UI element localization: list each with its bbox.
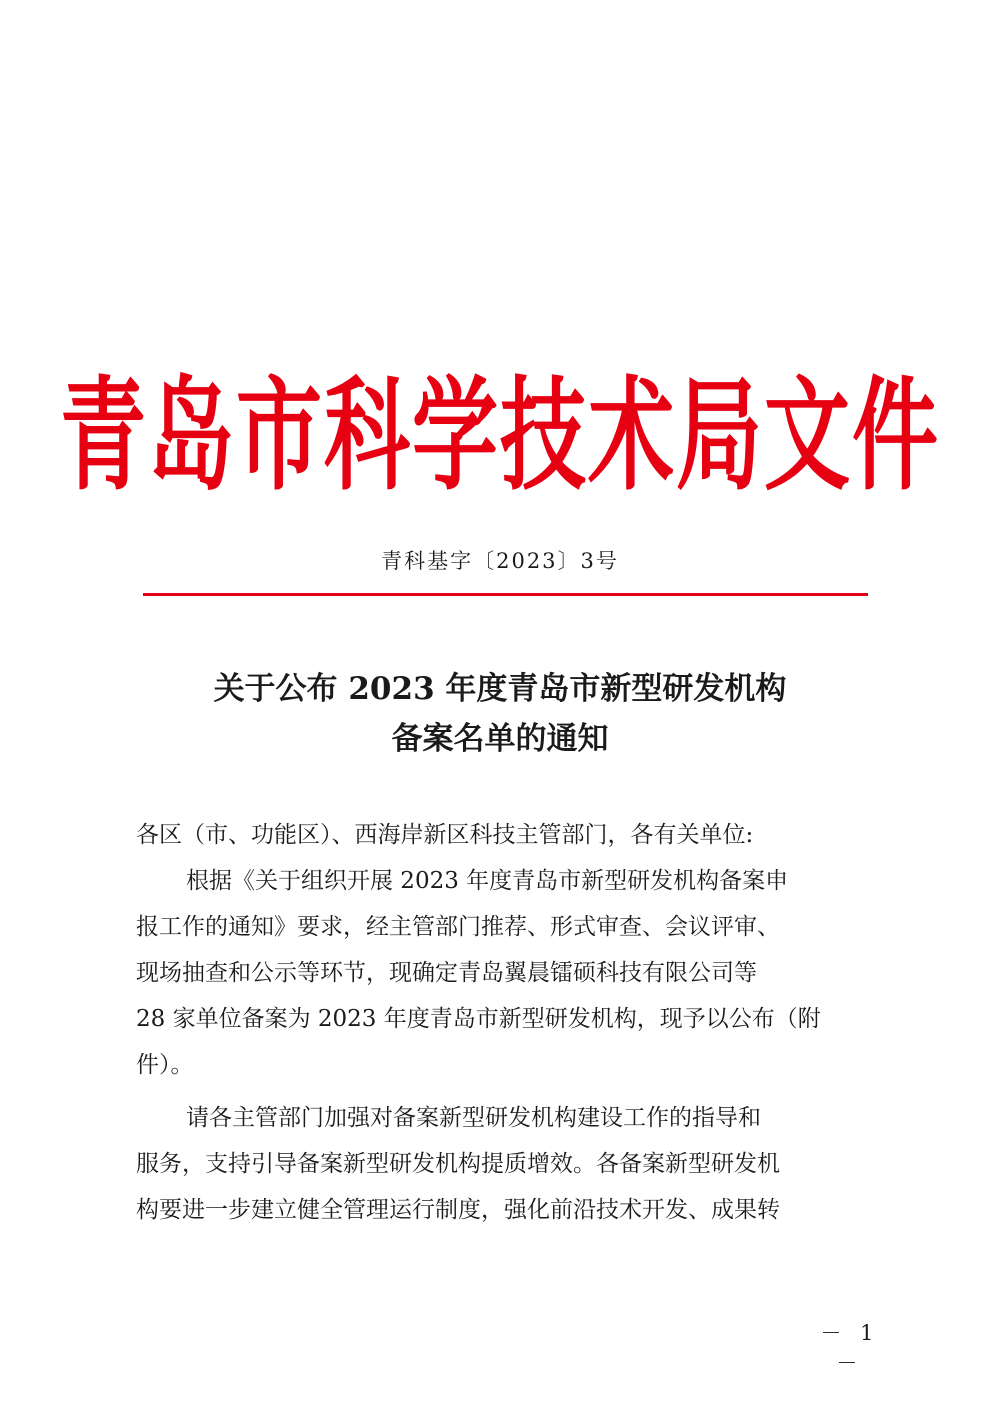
paragraph-1-line bbox=[136, 950, 876, 996]
paragraph-1-line bbox=[136, 904, 876, 950]
paragraph-1-line-2: 报工作的通知》要求，经主管部门推荐、形式审查、会议评审、 bbox=[136, 914, 780, 940]
paragraph-2-line-2: 服务，支持引导备案新型研发机构提质增效。各备案新型研发机 bbox=[136, 1151, 780, 1177]
body-text bbox=[136, 812, 876, 1233]
paragraph-1-line bbox=[136, 1042, 876, 1088]
notice-title-line-1: 关于公布 2023 年度青岛市新型研发机构 bbox=[213, 671, 787, 707]
paragraph-2-line bbox=[136, 1187, 876, 1233]
paragraph-2-line bbox=[136, 1141, 876, 1187]
document-number: 青科基字〔2023〕3号 bbox=[381, 549, 619, 573]
paragraph-1-line-1: 根据《关于组织开展 2023 年度青岛市新型研发机构备案申 bbox=[186, 868, 789, 894]
notice-title-line-2: 备案名单的通知 bbox=[391, 721, 609, 757]
notice-title bbox=[0, 664, 1000, 764]
paragraph-1-line-5: 件）。 bbox=[136, 1052, 194, 1078]
paragraph-2-line-1: 请各主管部门加强对备案新型研发机构建设工作的指导和 bbox=[186, 1105, 761, 1131]
agency-header-title: 青岛市科学技术局文件 bbox=[60, 366, 940, 508]
paragraph-1-line bbox=[136, 996, 876, 1042]
paragraph-1-line-4: 28 家单位备案为 2023 年度青岛市新型研发机构，现予以公布（附 bbox=[136, 1006, 821, 1032]
page-number: － 1 － bbox=[820, 1321, 880, 1375]
red-divider-line bbox=[143, 593, 868, 596]
paragraph-1-line-3: 现场抽查和公示等环节，现确定青岛翼晨镭硕科技有限公司等 bbox=[136, 960, 757, 986]
paragraph-2-line bbox=[136, 1095, 876, 1141]
salutation-line bbox=[136, 812, 876, 858]
paragraph-2-line-3: 构要进一步建立健全管理运行制度，强化前沿技术开发、成果转 bbox=[136, 1197, 780, 1223]
salutation: 各区（市、功能区）、西海岸新区科技主管部门，各有关单位: bbox=[136, 822, 754, 848]
paragraph-1-line bbox=[136, 858, 876, 904]
